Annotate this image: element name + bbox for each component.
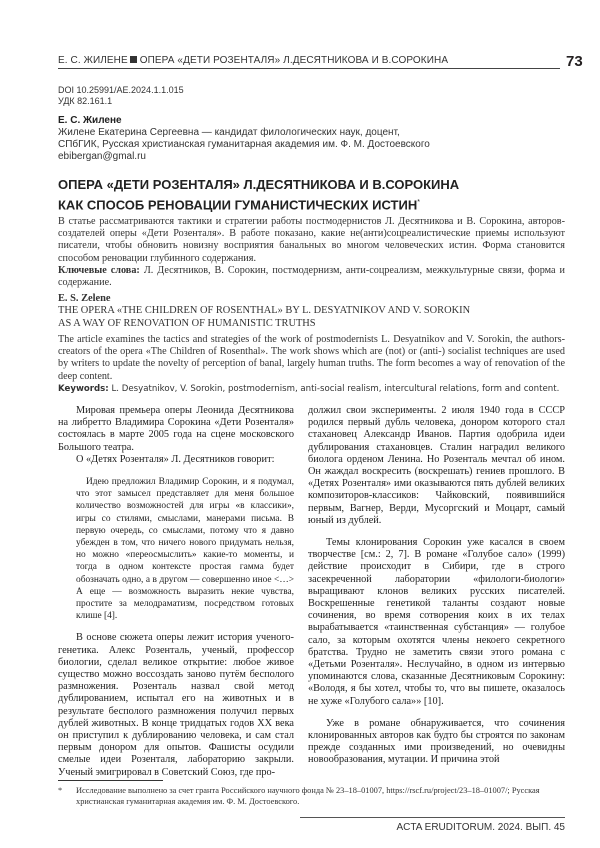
english-header (58, 293, 470, 330)
author-bio-line: Жилене Екатерина Сергеевна — кандидат филологических наук, доцент, (58, 127, 430, 139)
keywords-en-label: Keywords: (58, 384, 109, 394)
keywords-ru (58, 265, 565, 289)
doi: DOI 10.25991/AE.2024.1.1.015 (58, 85, 184, 96)
paragraph: Темы клонирования Сорокин уже касался в своем творчестве [см.: 2, 7]. В романе «Голубое сало» (1999) действие происходит в Сибири, где в строго засекреченной лаборатории «филологи-биологи» выращивают клонов великих русских писателей. Воскрешенные генетикой таланты создают новые сочинения, во время сотворения коих в их телах вырабатывается «таинственная субстанция» — голубое сало, за которым охотятся члены некоего секретного братства. Трудно не заметить связи этого романа с «Детьми Розенталя». Неслучайно, в одном из интервью упоминаются слова, сказанные Десятниковым Сорокину: «Володя, я бы хотел, чтобы то, что вы пишете, оказалось не хуже «Голубого сала»» [10]. (308, 537, 565, 708)
identifiers (58, 85, 184, 107)
title-line: КАК СПОСОБ РЕНОВАЦИИ ГУМАНИСТИЧЕСКИХ ИСТИН (58, 197, 417, 212)
abstract-ru: В статье рассматриваются тактики и стратегии работы постмодернистов Л. Десятникова и В. Сорокина, авторов-создателей оперы «Дети Розенталя». В работе показано, какие не(анти)соцреалистические приемы используют писатели, чтобы обновить новизну восприятия банальных во многом человеческих истин. Форма становится способом реновации глубинного содержания. (58, 216, 565, 265)
footnote-marker: * (58, 785, 62, 796)
author-bio-line: СПбГИК, Русская христианская гуманитарная академия им. Ф. М. Достоевского (58, 139, 430, 151)
udk: УДК 82.161.1 (58, 96, 184, 107)
keywords-en-text: L. Desyatnikov, V. Sorokin, postmodernism, anti-social realism, intercultural relations, form and content. (111, 384, 559, 394)
running-header-title: ОПЕРА «ДЕТИ РОЗЕНТАЛЯ» Л.ДЕСЯТНИКОВА И В.СОРОКИНА (140, 55, 448, 66)
paragraph: В основе сюжета оперы лежит история ученого-генетика. Алекс Розенталь, ученый, профессор биологии, сделал великое открытие: любое живое существо можно воссоздать заново путём бесполого размножения. Розенталь назвал свой метод дублированием, испытал его на животных и в результате бесполого размножения получил первых дублей животных. В конце тридцатых годов XX века он приступил к дублированию человека, и сам стал первым донором для опытов. Фашисты осудили смелые идеи Розенталя, лабораторию закрыли. Ученый эмигрировал в Советский Союз, где про- (58, 632, 294, 778)
body-column-left (58, 405, 294, 779)
english-title-line: AS A WAY OF RENOVATION OF HUMANISTIC TRUTHS (58, 318, 470, 330)
footnote-text: Исследование выполнено за счет гранта Российского научного фонда № 23–18–01007, https://rscf.ru/project/23–18–01007/; Русская христианская гуманитарная академия им. Ф. М. Достоевского. (58, 785, 565, 807)
abstract-en: The article examines the tactics and strategies of the work of postmodernists L. Desyatnikov and V. Sorokin, the authors-creators of the opera «The Children of Rosenthal». The work shows which are (not) or (anti-) socialist techniques are used by writers to update the novelty of perception of banal, largely human truths. The form becomes a way of renovation of the deep content. (58, 334, 565, 383)
article-title (58, 176, 459, 214)
running-header (58, 55, 560, 69)
title-line: ОПЕРА «ДЕТИ РОЗЕНТАЛЯ» Л.ДЕСЯТНИКОВА И В.СОРОКИНА (58, 176, 459, 194)
footnote-divider (58, 780, 163, 781)
footer-divider (300, 817, 565, 818)
paragraph: Уже в романе обнаруживается, что сочинения клонированных авторов как будто бы строятся по законам прежде созданных ими произведений, но очевидны новообразования, мутации. И причина этой (308, 718, 565, 767)
keywords-label: Ключевые слова: (58, 265, 140, 276)
author-email[interactable]: ebibergan@gmal.ru (58, 151, 430, 163)
footnote-mark[interactable]: * (417, 199, 420, 206)
square-separator-icon (130, 56, 137, 63)
running-header-author: Е. С. ЖИЛЕНЕ (58, 55, 128, 66)
paragraph: О «Детях Розенталя» Л. Десятников говорит: (58, 454, 294, 466)
journal-footer: ACTA ERUDITORUM. 2024. ВЫП. 45 (397, 822, 566, 833)
keywords-text: Л. Десятников, В. Сорокин, постмодернизм, анти-соцреализм, межкультурные связи, форма и содержание. (58, 265, 565, 288)
paragraph: должил свои эксперименты. 2 июля 1940 года в СССР родился первый дубль человека, донором которого стал стахановец Александр Иванов. Партия одобрила идеи дублирования стахановцев. Сталин наградил великого биолога орденом Ленина. Но Розенталь мечтал об ином. Он жаждал воскресить (воскрешать) гениев прошлого. В «Детях Розенталя» ими оказываются пять дублей великих композиторов-классиков: Чайковский, появившийся первым, Вагнер, Верди, Мусоргский и Моцарт, самый юный из дублей. (308, 405, 565, 527)
quote: Идею предложил Владимир Сорокин, и я подумал, что этот замысел представляет для меня большое количество возможностей для игры «в классики», игры со стилями, смыслами, манерами письма. В первую очередь, со смыслами, потому что я давно убежден в том, что ничего нового придумать нельзя, но можно «переосмыслить» какие-то моменты, и тогда в одном контексте простая гамма будет обозначать одно, а в другом — совершенно иное <…> А еще — возможность выразить некие чувства, простите за мелодраматизм, посредством готовых клише [4]. (76, 476, 294, 622)
footnote (58, 785, 565, 807)
body-column-right (308, 405, 565, 767)
keywords-en (58, 383, 565, 395)
page-number: 73 (566, 53, 583, 70)
paragraph: Мировая премьера оперы Леонида Десятникова на либретто Владимира Сорокина «Дети Розенталя» состоялась в марте 2005 года на сцене московского Большого театра. (58, 405, 294, 454)
author-name: Е. С. Жилене (58, 115, 122, 126)
english-title-line: THE OPERA «THE CHILDREN OF ROSENTHAL» BY L. DESYATNIKOV AND V. SOROKIN (58, 305, 470, 317)
author-block (58, 115, 430, 163)
english-author: E. S. Zelene (58, 293, 111, 304)
